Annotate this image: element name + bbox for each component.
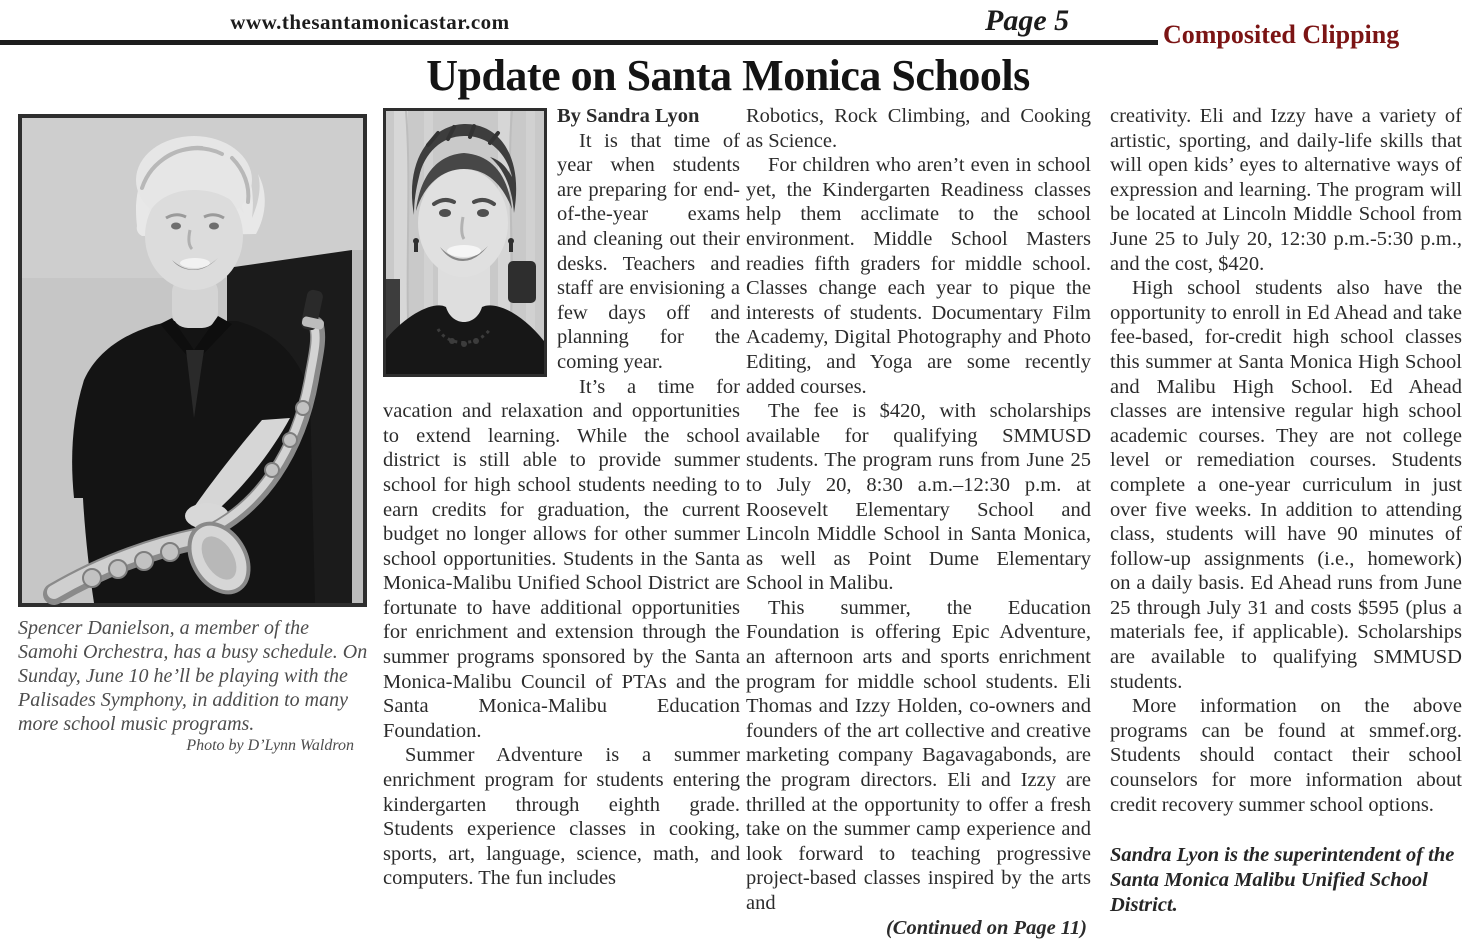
- paragraph: creativity. Eli and Izzy have a variety of artistic, sporting, and daily-life skills that will open kids’ eyes to alternative ways of expression and learning. The program will be located at Lincoln Middle School from June 25 to July 20, 12:30 p.m.-5:30 p.m., and the cost, $420.: [1110, 105, 1462, 275]
- article-column-1: [383, 104, 740, 927]
- paragraph: This summer, the Education Foundation is offering Epic Adventure, an afternoon arts and sports enrichment program for middle school students. Eli Thomas and Izzy Holden, co-owners and founders of the art collective and creative marketing company Bagavagabonds, are the program directors. Eli and Izzy are thrilled at the opportunity to offer a fresh take on the summer camp experience and look forward to teaching progressive project-based classes inspired by the arts and: [746, 596, 1091, 914]
- article-headline: Update on Santa Monica Schools: [426, 51, 1030, 100]
- left-photo-column: [18, 114, 368, 755]
- site-url: www.thesantamonicastar.com: [230, 10, 510, 34]
- page-number: Page 5: [985, 4, 1070, 37]
- byline: By Sandra Lyon: [557, 105, 700, 127]
- photo-caption: Spencer Danielson, a member of the Samohi Orchestra, has a busy schedule. On Sunday, June 10 he’ll be playing with the Palisades Symphony, in addition to many more school music programs.: [18, 617, 368, 735]
- author-note: Sandra Lyon is the superintendent of the Santa Monica Malibu Unified School District.: [1110, 844, 1455, 917]
- sandra-lyon-headshot-photo: [383, 108, 547, 377]
- continued-on-page-note: (Continued on Page 11): [885, 916, 1087, 939]
- paragraph: For children who aren’t even in school yet, the Kindergarten Readiness classes help them acclimate to the school environment. Middle School Masters readies fifth graders for middle school. Classes change each year to pique the interests of students. Documentary Film Academy, Digital Photography and Photo Editing, and Yoga are some recently added courses.: [746, 154, 1091, 398]
- paragraph: Robotics, Rock Climbing, and Cooking as Science.: [746, 105, 1091, 152]
- paragraph: The fee is $420, with scholarships available for qualifying SMMUSD students. The program runs from June 25 to July 20, 8:30 a.m.–12:30 p.m. at Roosevelt Elementary School and Lincoln Middle School in Santa Monica, as well as Point Dume Elementary School in Malibu.: [746, 400, 1091, 595]
- header-rule: [0, 40, 1158, 45]
- paragraph: Summer Adventure is a summer enrichment program for students entering kindergarten through eighth grade. Students experience classes in cooking, sports, art, language, science, math, and computers. The fun includes: [383, 744, 740, 890]
- saxophone-player-photo-art: [22, 118, 363, 603]
- paragraph: High school students also have the opportunity to enroll in Ed Ahead and take fee-based, for-credit high school classes this summer at Santa Monica High School and Malibu High School. Ed Ahead classes are intensive regular high school academic courses. They are not college level or remediation courses. Students complete a one-year curriculum in just over five weeks. In addition to attending class, students will have 90 minutes of follow-up assignments (i.e., homework) on a daily basis. Ed Ahead runs from June 25 through July 31 and costs $595 (plus a materials fee, if applicable). Scholarships are available to qualifying SMMUSD students.: [1110, 277, 1462, 693]
- sandra-lyon-headshot-art: [386, 111, 544, 374]
- article-column-2: [746, 104, 1091, 939]
- photo-credit: Photo by D’Lynn Waldron: [186, 737, 354, 754]
- paragraph: It’s a time for vacation and relaxation and opportunities to extend learning. While the school district is still able to provide summer school for high school students needing to earn credits for graduation, the current budget no longer allows for other summer school opportunities. Students in the Santa Monica-Malibu Unified School District are fortunate to have additional opportunities for enrichment and extension through the summer programs sponsored by the Santa Monica-Malibu Council of PTAs and the Santa Monica-Malibu Education Foundation.: [383, 375, 740, 742]
- paragraph: More information on the above programs can be found at smmef.org. Students should contact their school counselors for more information about credit recovery summer school options.: [1110, 695, 1462, 816]
- article-column-3: [1110, 104, 1462, 927]
- composited-clipping-label: Composited Clipping: [1163, 20, 1400, 49]
- paragraph: It is that time of year when students are preparing for end-of-the-year exams and cleaning out their desks. Teachers and staff are envisioning a few days off and planning for the coming year.: [557, 129, 740, 373]
- saxophone-player-photo: [18, 114, 367, 607]
